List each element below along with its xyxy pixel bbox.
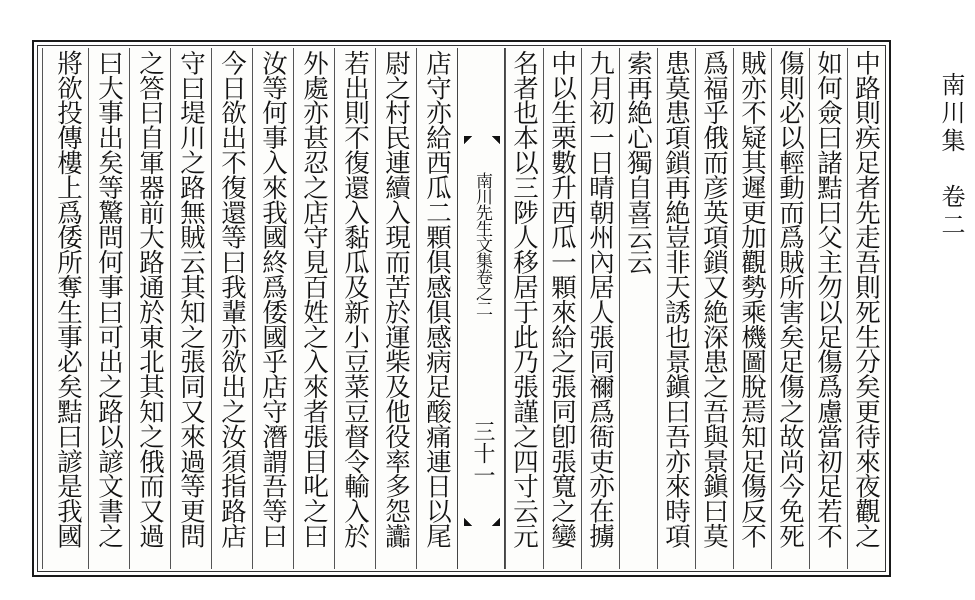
text-column: 守曰堤川之路無賊云其知之張同又來過等更問 [170,48,211,569]
text-column: 外處亦甚忍之店守見百姓之入來者張目叱之曰 [293,48,334,569]
text-column: 中以生栗數升西瓜一顆來給之張同卽張寬之孌 [543,48,581,569]
text-column: 如何僉曰諸黠曰父主勿以足傷爲慮當初足若不 [809,48,847,569]
text-column: 若出則不復還入黏瓜及新小豆菜豆督令輸入於 [334,48,375,569]
fishtail-ornament-bottom [464,496,500,526]
text-column: 店守亦給西瓜二顆俱感俱感病足酸痛連日以尾 [416,48,457,569]
text-column: 中路則疾足者先走吾則死生分矣更待來夜觀之 [847,48,885,569]
text-column: 汝等何事入來我國終爲倭國乎店守潛謂吾等曰 [252,48,293,569]
book-page [32,40,891,577]
text-column: 名者也本以三陟人移居于此乃張謹之四寸云元 [505,48,543,569]
text-column: 將欲投傳樓上爲倭所奪生事必矣黠曰諺是我國 [42,48,88,569]
text-column: 索再絶心獨自喜云云 [619,48,657,569]
text-column: 之答曰自軍器前大路通於東北其知之俄而又過 [129,48,170,569]
text-column: 尉之村民連續入現而苦於運柴及他役率多怨讟 [375,48,416,569]
center-spine [457,48,505,569]
text-column: 患莫患項鎖再絶豈非天誘也景鎭曰吾亦來時項 [657,48,695,569]
fishtail-ornament-top [464,136,500,166]
text-column: 九月初一日晴朝州內居人張同禰爲衙吏亦在擄 [581,48,619,569]
text-column: 今日欲出不復還等曰我輩亦欲出之汝須指路店 [211,48,252,569]
text-column: 賊亦不疑其遲更加觀勢乘機圖脫焉知足傷反不 [733,48,771,569]
folio-number: 三十一 [470,420,495,486]
spine-title: 南川先生文集卷之二 [472,172,492,316]
text-column: 曰大事出矣等驚問何事曰可出之路以諺文書之 [88,48,129,569]
text-column: 爲福乎俄而彦英項鎖又絶深患之吾與景鎭曰莫 [695,48,733,569]
margin-title: 南川集 卷二 [937,72,965,240]
text-column: 傷則必以輕動而爲賊所害矣足傷之故尚今免死 [771,48,809,569]
